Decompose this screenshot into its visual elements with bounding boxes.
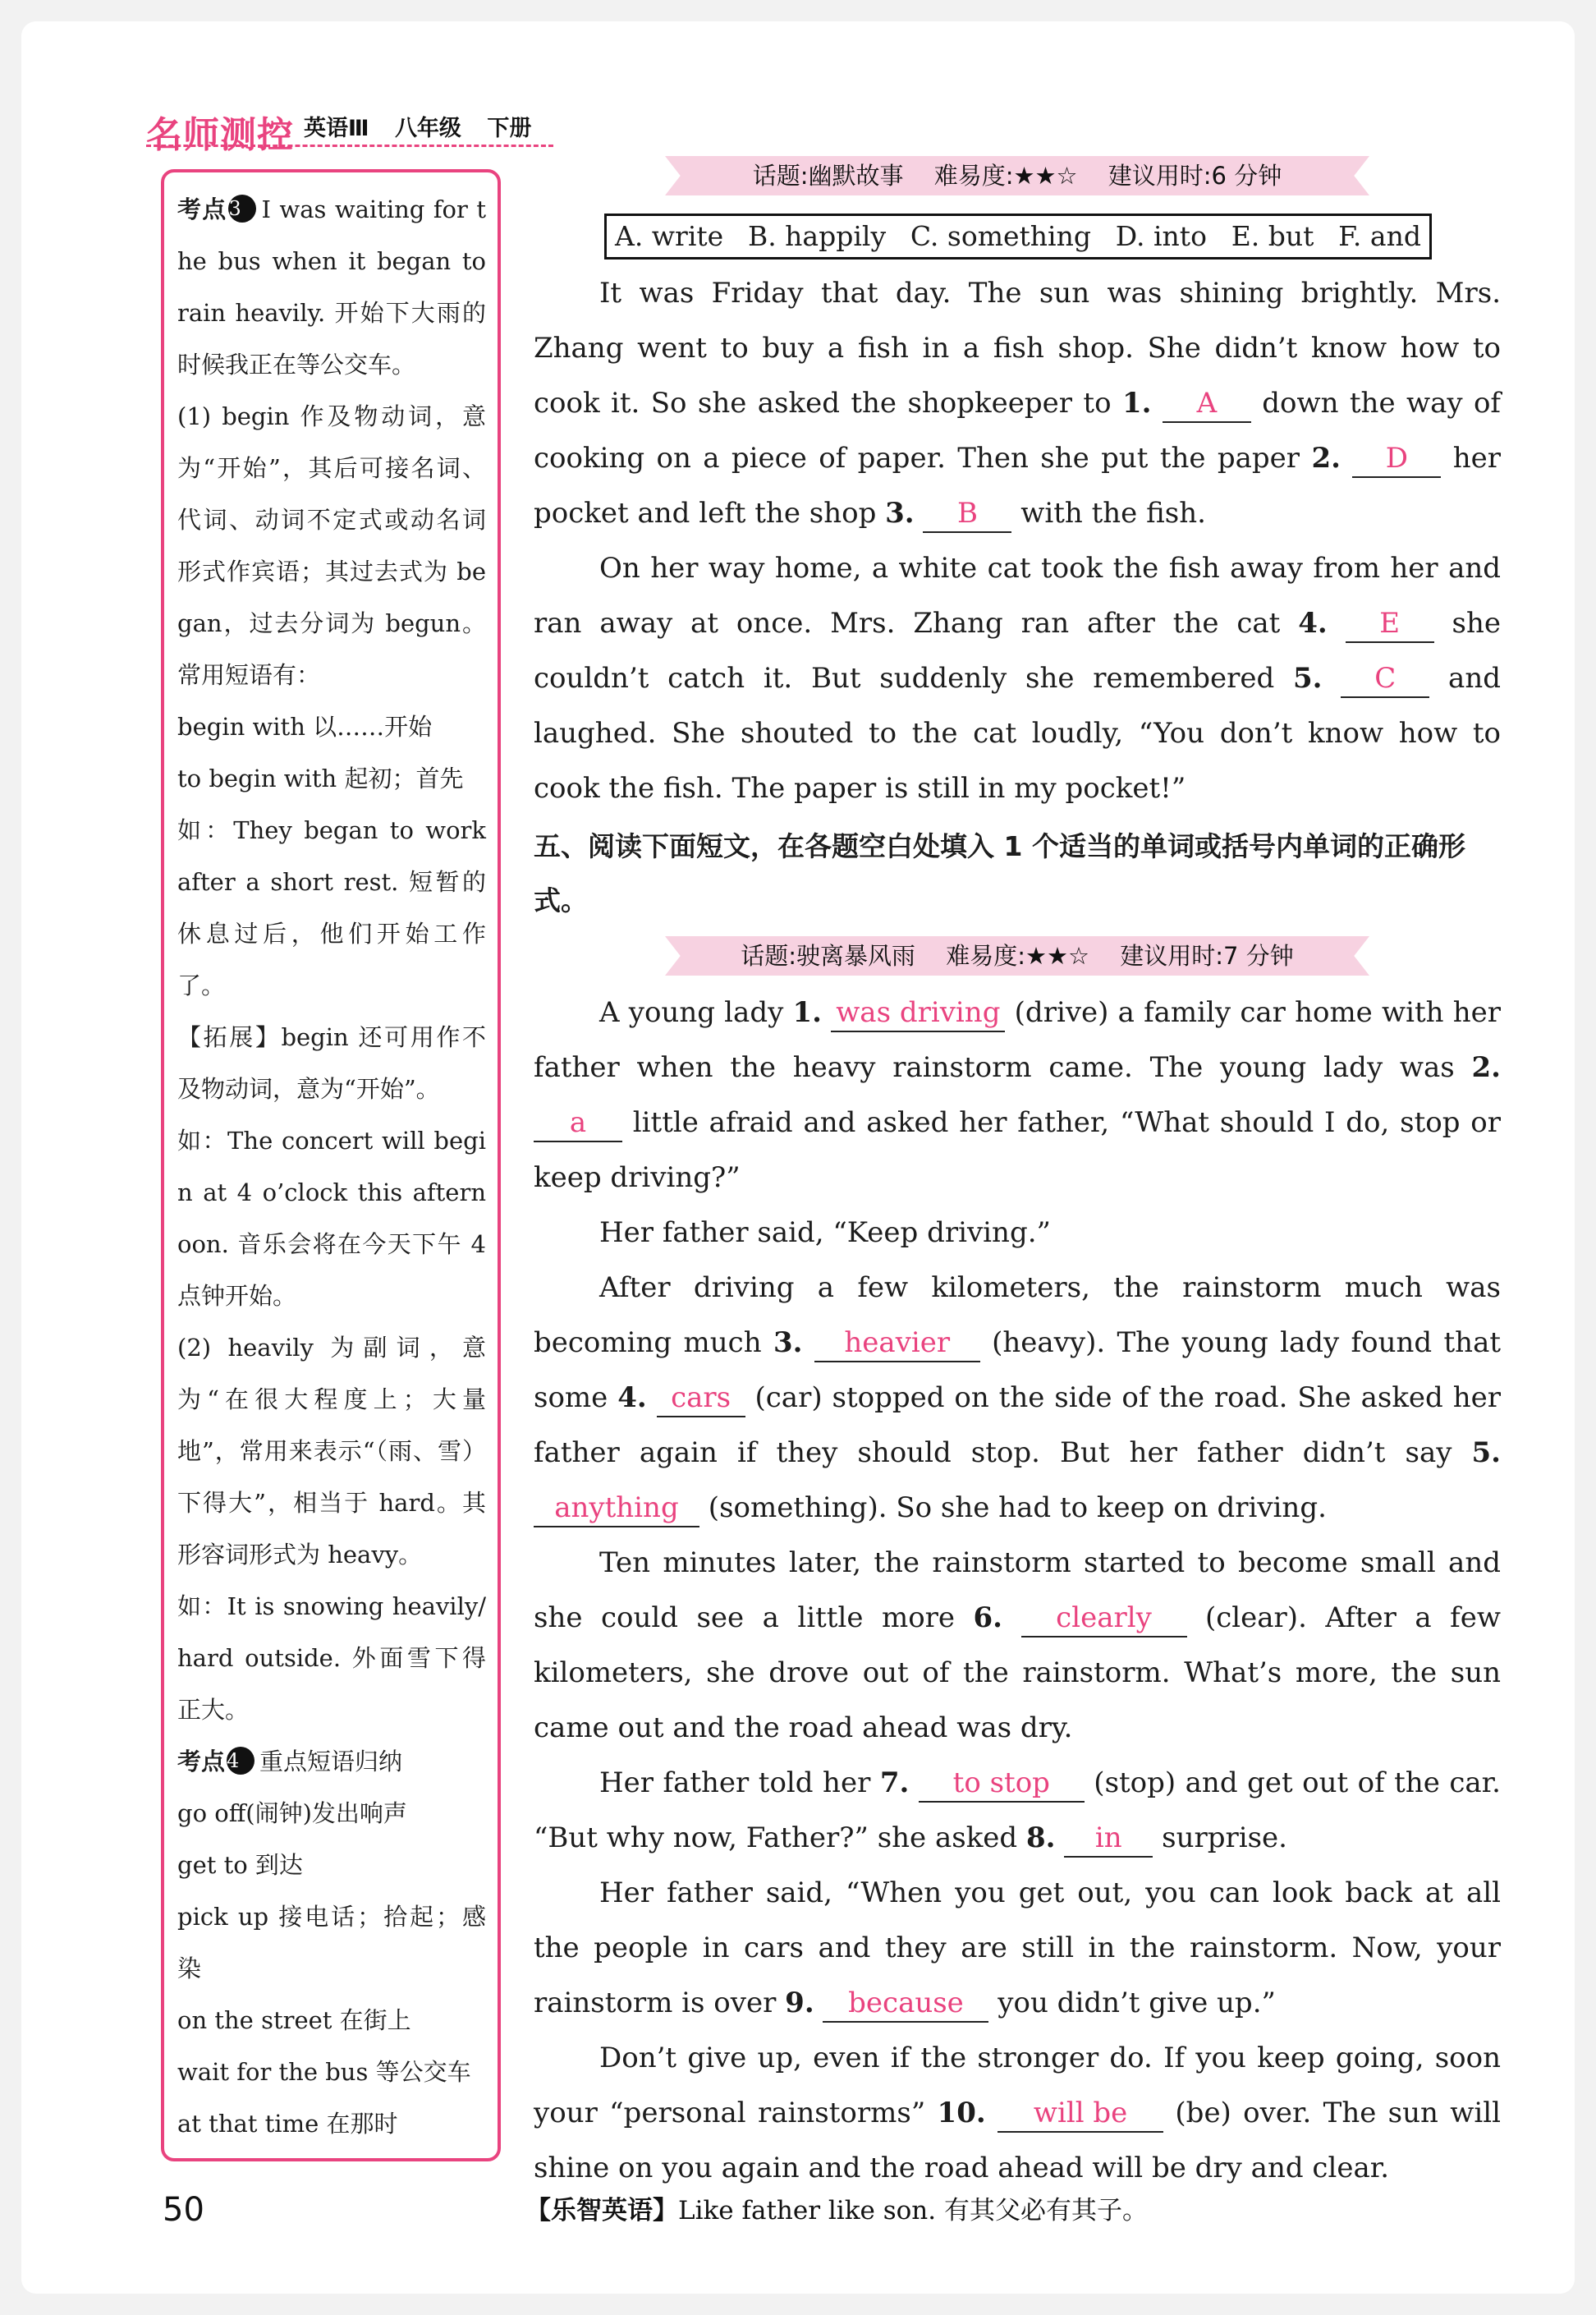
phrase-item: at that time 在那时 [177,2110,398,2138]
text-run: with the fish. [1011,497,1206,530]
text-run: you didn’t give up.” [988,1987,1276,2019]
phrase-to-begin-with: to begin with 起初；首先 [177,765,464,792]
passage1-difficulty: 难易度:★★☆ [933,162,1078,190]
point4-label: 考点 [177,1748,226,1775]
phrase-item: get to 到达 [177,1851,303,1879]
point3-number-badge: 3 [228,195,256,223]
volume: 下册 [487,116,532,141]
text-run: Her father said, “When you get out, you can look back at all the people in cars and they are still in the rainstorm. Now, your rainstorm is over [534,1876,1501,2019]
text-run: (drive) a family car home with her father when the heavy rainstorm came. The young lady was [534,996,1502,1084]
subject: 英语Ⅲ [304,116,369,141]
footer-proverb [525,2189,1148,2226]
answer-blank-6[interactable]: clearly [1021,1600,1187,1637]
blank-number: 9. [785,1987,814,2019]
text-run: (stop) and get out of the car. “But why now, Father?” she asked [534,1766,1501,1854]
footer-text: Like father like son. 有其父必有其子。 [678,2196,1148,2225]
blank-number: 5. [1471,1436,1501,1469]
word-options-box [604,214,1432,260]
note-extension: 【拓展】begin 还可用作不及物动词，意为“开始”。 [177,1023,486,1103]
answer-blank-5[interactable]: C [1341,660,1429,698]
blank-number: 1. [1121,387,1152,420]
answer-blank-8[interactable]: in [1064,1820,1153,1858]
text-run: down the way of cooking on a piece of paper. Then she put the paper [534,387,1502,475]
text-run: little afraid and asked her father, “What should I do, stop or keep driving?” [534,1106,1501,1194]
passage2-paragraph1 [534,985,1501,1206]
passage2-paragraph6 [534,1866,1501,2031]
text-run: (clear). After a few kilometers, she drove out of the rainstorm. What’s more, the sun came out and the road ahead was dry. [534,1601,1501,1744]
blank-number: 4. [617,1381,647,1414]
option-a: A. write [615,220,724,252]
section5-title: 五、阅读下面短文，在各题空白处填入 1 个适当的单词或括号内单词的正确形式。 [534,830,1465,916]
text-run: Don’t give up, even if the stronger do. If you keep going, soon your “personal rainstorms” [534,2042,1501,2129]
option-e: E. but [1231,220,1314,252]
text-run: (something). So she had to keep on driving. [699,1491,1327,1524]
passage2-topic: 话题:驶离暴风雨 [741,942,916,970]
text-run: surprise. [1153,1821,1287,1854]
blank-number: 5. [1293,662,1323,695]
phrase-item: pick up 接电话；拾起；感染 [177,1903,486,1982]
answer-blank-3[interactable]: B [923,495,1011,533]
passage2-topic-bar [693,936,1341,976]
passage1-topic-bar [693,156,1341,195]
point4 [177,1736,486,1788]
text-run: she couldn’t catch it. But suddenly she remembered [534,607,1502,695]
text-run: It was Friday that day. The sun was shining brightly. Mrs. Zhang went to buy a fish in a fish shop. She didn’t know how to cook it. So she asked the shopkeeper to [534,277,1501,420]
main-content [534,156,1501,2196]
passage2-paragraph4 [534,1536,1501,1756]
text-run: Her father told her [599,1766,880,1799]
passage1-paragraph2 [534,541,1501,816]
note-heavily: (2) heavily 为副词，意为“在很大程度上；大量地”，常用来表示“（雨、雪）下得大”，相当于 hard。其形容词形式为 heavy。 [177,1334,486,1569]
answer-blank-3[interactable]: heavier [814,1325,980,1362]
text-run: (be) over. The sun will shine on you again and the road ahead will be dry and clear. [534,2097,1501,2184]
passage1-topic: 话题:幽默故事 [752,162,904,190]
option-b: B. happily [747,220,887,252]
passage2-paragraph5 [534,1756,1501,1866]
answer-blank-1[interactable]: was driving [831,994,1005,1032]
answer-blank-2[interactable]: D [1352,440,1441,478]
point4-title: 重点短语归纳 [259,1748,403,1775]
blank-number: 2. [1311,442,1341,475]
text-run: her pocket and left the shop [534,442,1501,530]
phrase-item: on the street 在街上 [177,2006,411,2034]
answer-blank-2[interactable]: a [534,1105,622,1142]
blank-number: 1. [792,996,822,1029]
text-run: Ten minutes later, the rainstorm started to become small and she could see a little more [534,1546,1501,1634]
footer-brand: 【乐智英语】 [525,2196,678,2225]
passage2-paragraph2: Her father said, “Keep driving.” [599,1216,1051,1249]
blank-number: 6. [973,1601,1003,1634]
sidebar-notes [161,169,501,2161]
text-run: After driving a few kilometers, the rainstorm much was becoming much [534,1271,1501,1359]
answer-blank-1[interactable]: A [1163,385,1251,423]
phrase-item: wait for the bus 等公交车 [177,2058,471,2086]
point3-label: 考点 [177,195,227,223]
point4-number-badge: 4 [227,1747,255,1775]
text-run: (car) stopped on the side of the road. She asked her father again if they should stop. But her father didn’t say [534,1381,1501,1469]
answer-blank-4[interactable]: E [1346,605,1434,643]
grade: 八年级 [394,116,461,141]
note-begin: (1) begin 作及物动词，意为“开始”，其后可接名词、代词、动词不定式或动名词形式作宾语；其过去式为 began，过去分词为 begun。常用短语有： [177,402,486,689]
text-run: (heavy). The young lady found that some [534,1326,1502,1414]
text-run: On her way home, a white cat took the fish away from her and ran away at once. Mrs. Zhang ran after the cat [534,552,1501,640]
passage2-paragraph7 [534,2031,1501,2196]
passage1-time: 建议用时:6 分钟 [1108,162,1282,190]
example-snowing: 如：It is snowing heavily/ hard outside. 外面雪下得正大。 [177,1592,486,1724]
phrase-begin-with: begin with 以……开始 [177,713,433,741]
phrase-item: go off(闹钟)发出响声 [177,1799,407,1827]
point3 [177,184,486,391]
example-concert: 如：The concert will begin at 4 o’clock this afternoon. 音乐会将在今天下午 4 点钟开始。 [177,1127,486,1310]
header-divider [146,145,553,147]
blank-number: 7. [879,1766,910,1799]
blank-number: 3. [885,497,915,530]
example-began: 如：They began to work after a short rest. 短暂的休息过后，他们开始工作了。 [177,816,486,999]
option-d: D. into [1115,220,1207,252]
answer-blank-10[interactable]: will be [998,2095,1163,2133]
text-run: A young lady [599,996,793,1029]
blank-number: 8. [1026,1821,1056,1854]
page-number: 50 [163,2191,204,2229]
option-c: C. something [910,220,1091,252]
answer-blank-7[interactable]: to stop [919,1765,1085,1803]
blank-number: 2. [1471,1051,1501,1084]
blank-number: 3. [773,1326,803,1359]
text-run: and laughed. She shouted to the cat loudly, “You don’t know how to cook the fish. The paper is still in my pocket!” [534,662,1501,805]
book-info [304,110,549,142]
brand-logo: 名师测控 [146,114,294,156]
passage2-paragraph3 [534,1261,1501,1536]
passage2-time: 建议用时:7 分钟 [1120,942,1294,970]
answer-blank-4[interactable]: cars [657,1380,745,1417]
passage1-paragraph1 [534,266,1501,541]
point3-sentence: I was waiting for the bus when it began to rain heavily. 开始下大雨的时候我正在等公交车。 [177,195,486,379]
passage2-difficulty: 难易度:★★☆ [946,942,1090,970]
blank-number: 10. [937,2097,986,2129]
answer-blank-9[interactable]: because [823,1985,988,2023]
answer-blank-5[interactable]: anything [534,1490,699,1527]
option-f: F. and [1338,220,1421,252]
blank-number: 4. [1298,607,1328,640]
